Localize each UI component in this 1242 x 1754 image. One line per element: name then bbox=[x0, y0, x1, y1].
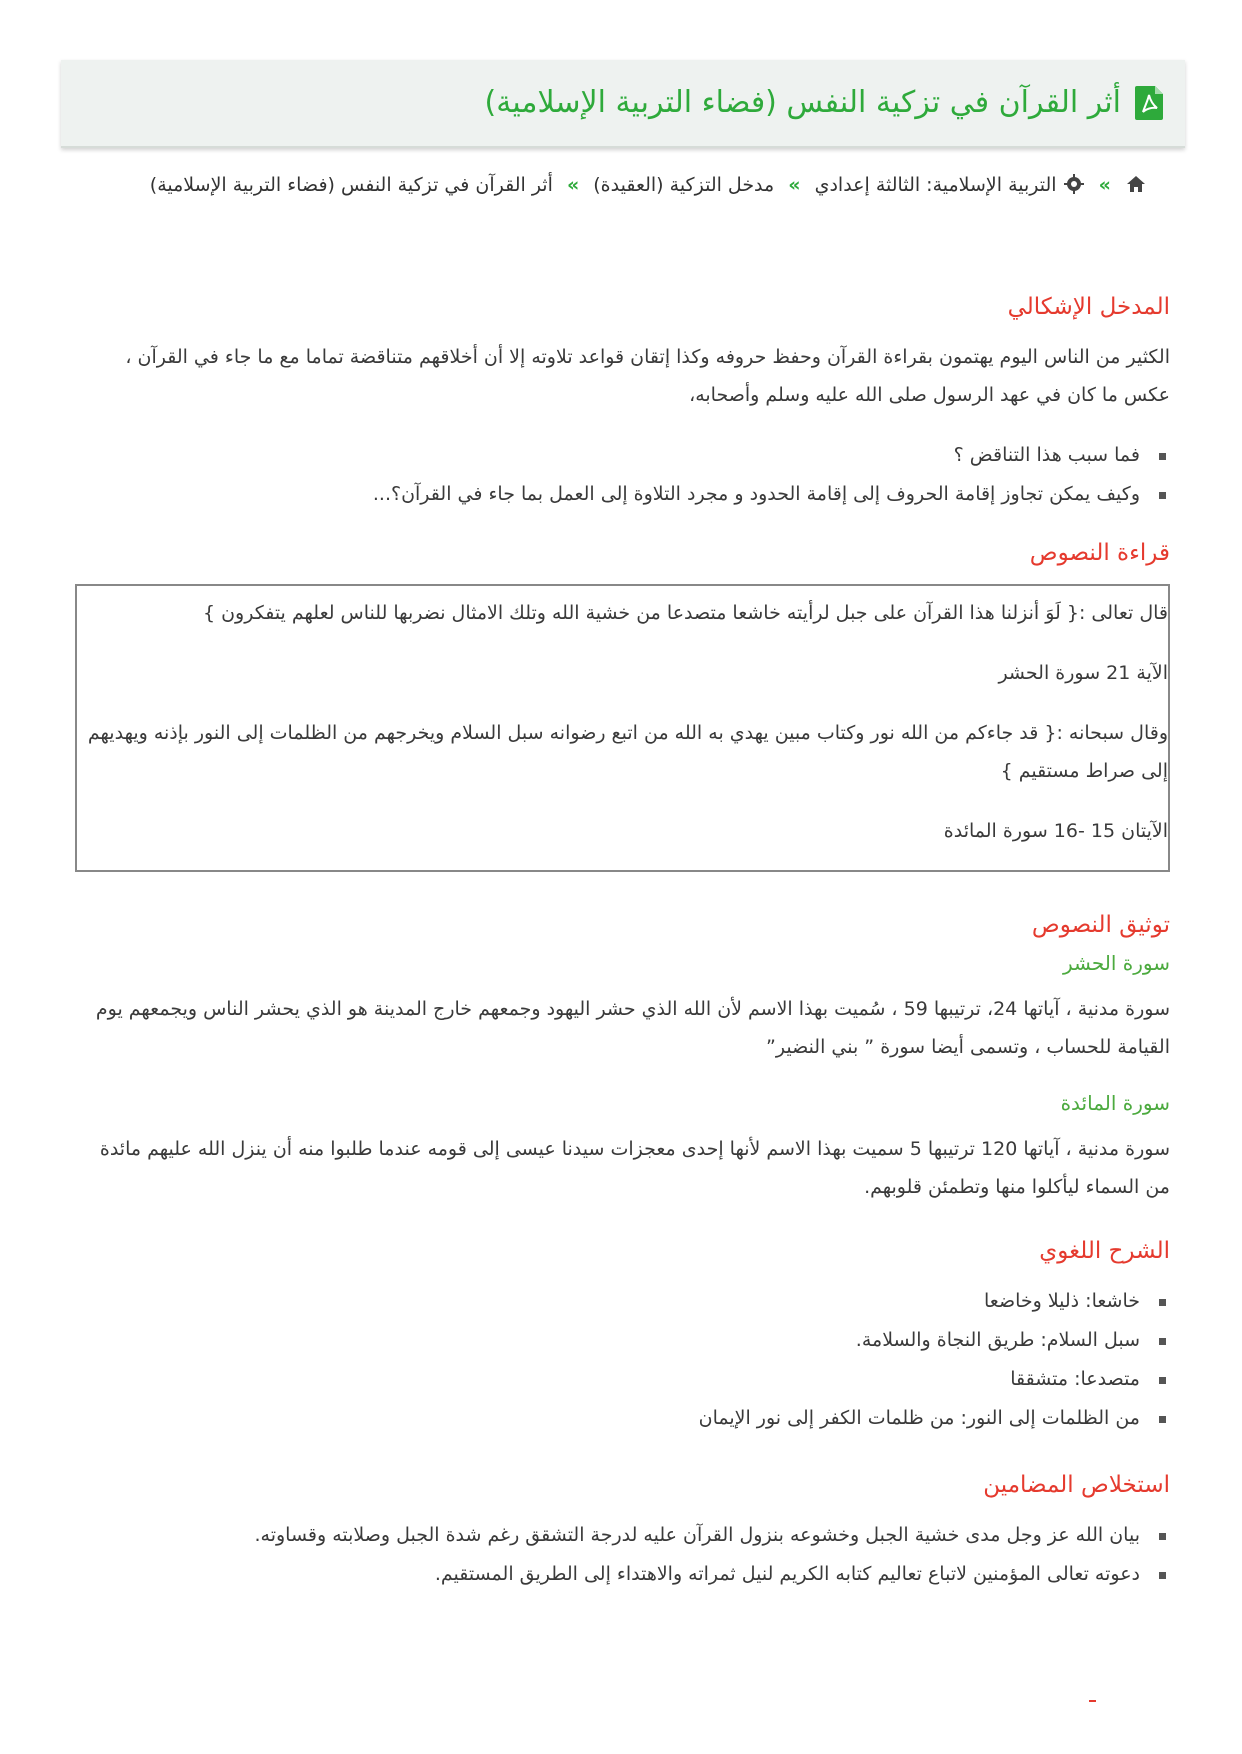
list-item: سبل السلام: طريق النجاة والسلامة. bbox=[75, 1321, 1140, 1360]
breadcrumb-separator: » bbox=[566, 174, 580, 196]
quran-texts-box bbox=[75, 584, 1170, 872]
lesson-content bbox=[75, 290, 1170, 1616]
breadcrumb bbox=[47, 170, 1147, 200]
breadcrumb-item-current: أثر القرآن في تزكية النفس (فضاء التربية الإسلامية) bbox=[149, 174, 553, 196]
hashr-heading: سورة الحشر bbox=[1062, 951, 1170, 975]
documentation-heading: توثيق النصوص bbox=[1031, 912, 1170, 938]
meanings-heading: استخلاص المضامين bbox=[983, 1472, 1170, 1498]
home-icon[interactable] bbox=[1125, 173, 1147, 195]
list-item: خاشعا: ذليلا وخاضعا bbox=[75, 1282, 1140, 1321]
maida-heading: سورة المائدة bbox=[1060, 1091, 1170, 1115]
lexical-heading: الشرح اللغوي bbox=[1039, 1238, 1170, 1264]
gear-icon bbox=[1063, 173, 1085, 195]
page-title: أثر القرآن في تزكية النفس (فضاء التربية الإسلامية) bbox=[484, 85, 1121, 120]
texts-heading: قراءة النصوص bbox=[1029, 540, 1170, 566]
breadcrumb-item-unit[interactable]: مدخل التزكية (العقيدة) bbox=[593, 174, 775, 196]
questions-list bbox=[75, 436, 1170, 514]
list-item: دعوته تعالى المؤمنين لاتباع تعاليم كتابه الكريم لنيل ثمراته والاهتداء إلى الطريق المستقيم. bbox=[75, 1555, 1140, 1594]
quote-maida: وقال سبحانه :{ قد جاءكم من الله نور وكتاب مبين يهدي به الله من اتبع رضوانه سبل السلام ويخرجهم من الظلمات إلى النور بإذنه ويهديهم إلى صراط مستقيم } bbox=[87, 722, 1168, 782]
meanings-list bbox=[75, 1516, 1170, 1594]
divider-mark bbox=[1089, 1700, 1096, 1702]
list-item: من الظلمات إلى النور: من ظلمات الكفر إلى نور الإيمان bbox=[75, 1399, 1140, 1438]
page-title-bar bbox=[61, 60, 1185, 148]
list-item: متصدعا: متشققا bbox=[75, 1360, 1140, 1399]
pdf-icon[interactable] bbox=[1135, 86, 1165, 120]
breadcrumb-separator: » bbox=[1098, 174, 1111, 196]
hashr-paragraph: سورة مدنية ، آياتها 24، ترتيبها 59 ، سُميت بهذا الاسم لأن الله الذي حشر اليهود وجمعهم خارج المدينة هو الذي يحشر الناس ويجمعهم يوم القيامة للحساب ، وتسمى أيضا سورة ” بني النضير” bbox=[95, 998, 1170, 1058]
intro-heading: المدخل الإشكالي bbox=[1007, 294, 1170, 320]
breadcrumb-separator: » bbox=[788, 174, 801, 196]
ref-hashr: الآية 21 سورة الحشر bbox=[998, 662, 1168, 684]
list-item: وكيف يمكن تجاوز إقامة الحروف إلى إقامة الحدود و مجرد التلاوة إلى العمل بما جاء في القرآن؟... bbox=[75, 475, 1140, 514]
list-item: فما سبب هذا التناقض ؟ bbox=[75, 436, 1140, 475]
list-item: بيان الله عز وجل مدى خشية الجبل وخشوعه بنزول القرآن عليه لدرجة التشقق رغم شدة الجبل وصلابته وقساوته. bbox=[75, 1516, 1140, 1555]
intro-paragraph: الكثير من الناس اليوم يهتمون بقراءة القرآن وحفظ حروفه وكذا إتقان قواعد تلاوته إلا أن أخلاقهم متناقضة تماما مع ما جاء في القرآن ، عكس ما كان في عهد الرسول صلى الله عليه وسلم وأصحابه، bbox=[125, 346, 1170, 406]
quote-hashr: قال تعالى :{ لَوَ أنزلنا هذا القرآن على جبل لرأيته خاشعا متصدعا من خشية الله وتلك الامثال نضربها للناس لعلهم يتفكرون } bbox=[202, 602, 1168, 624]
ref-maida: الآيتان 15 -16 سورة المائدة bbox=[943, 820, 1168, 842]
breadcrumb-item-subject[interactable]: التربية الإسلامية: الثالثة إعدادي bbox=[814, 174, 1057, 196]
maida-paragraph: سورة مدنية ، آياتها 120 ترتيبها 5 سميت بهذا الاسم لأنها إحدى معجزات سيدنا عيسى إلى قومه عندما طلبوا منه أن ينزل الله عليهم مائدة من السماء ليأكلوا منها وتطمئن قلوبهم. bbox=[99, 1138, 1170, 1198]
lexical-list bbox=[75, 1282, 1170, 1438]
